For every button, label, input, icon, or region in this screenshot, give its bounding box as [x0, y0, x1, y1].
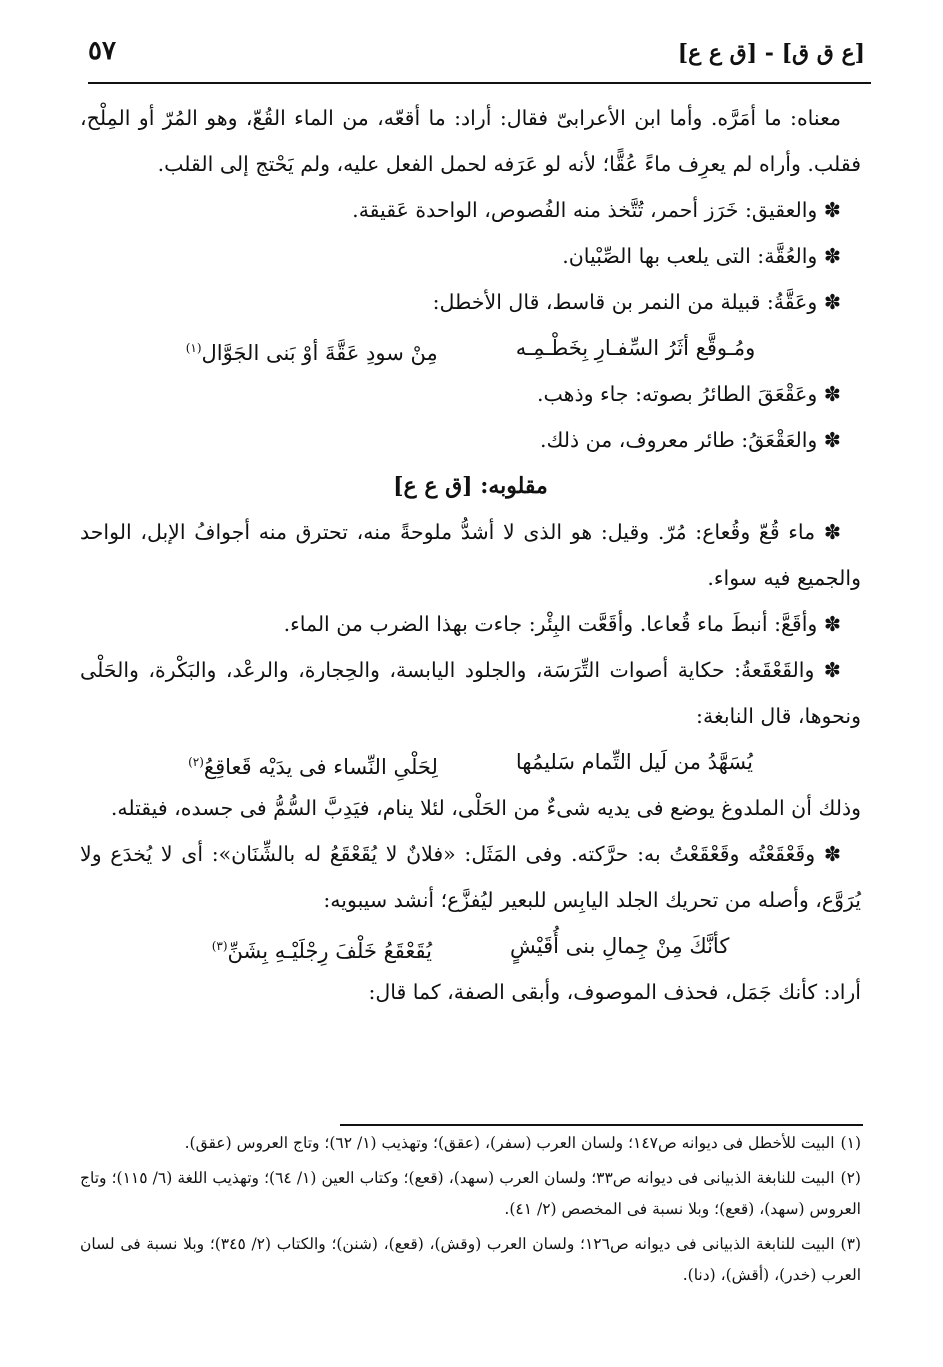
entry-qaqatuhu: ✽ وقَعْقَعْتُه وقَعْقَعْتُ به: حرَّكته. وفى المَثَل: «فلانٌ لا يُقَعْقَعُ له بالشِّنَان»: أى لا يُخدَع ولا يُرَوَّع، وأصله من تحريك الجلد اليابِس للبعير ليُفزَّع؛ أنشد سيبويه: — [80, 842, 861, 912]
verse-text: يُقَعْقَعُ خَلْفَ رِجْلَيْـهِ بِشَنِّ — [227, 939, 432, 963]
paragraph: أراد: كأنك جَمَل، فحذف الموصوف، وأبقى الصفة، كما قال: — [368, 980, 861, 1004]
verse-line — [80, 923, 861, 969]
footnote-number: (٣) — [840, 1235, 861, 1253]
entry-aqqa: ✽ وعَقَّةُ: قبيلة من النمر بن قاسط، قال الأخطل: — [432, 290, 841, 314]
paragraph: وذلك أن الملدوغ يوضع فى يديه شىءٌ من الحَلْى، لئلا ينام، فيَدِبَّ السُّمُّ فى جسده، فيقتله. — [110, 796, 861, 820]
main-text — [80, 95, 861, 1015]
verse-hemistich-second — [212, 923, 432, 969]
footnote — [80, 1163, 861, 1225]
verse-text: لِحَلْىِ النِّساء فى يدَيْه قَعاقِعُ — [203, 755, 438, 779]
page-header — [88, 34, 865, 78]
entry-aqiq: ✽ والعقيق: خَرَز أحمر، تُتَّخذ منه الفُصوص، الواحدة عَقيقة. — [352, 198, 841, 222]
footnote-text: البيت للنابغة الذبيانى فى ديوانه ص٣٣؛ ولسان العرب (سهد)، (قعع)؛ وكتاب العين (١/ ٦٤)؛ وتهذيب اللغة (٦/ ١١٥)؛ وتاج العروس (سهد)، (قعع)؛ وبلا نسبة فى المخصص (٢/ ٤١). — [80, 1169, 861, 1218]
footnote-divider — [340, 1124, 863, 1126]
footnote — [80, 1229, 861, 1291]
verse-hemistich-first: ومُـوقَّع أثَرُ السِّفـارِ بِخَطْـمِـه — [515, 336, 756, 360]
verse-line — [80, 739, 861, 785]
footnote-number: (٢) — [840, 1169, 861, 1187]
footnote-text: البيت للأخطل فى ديوانه ص١٤٧؛ ولسان العرب (سفر)، (عقق)؛ وتهذيب (١/ ٦٢)؛ وتاج العروس (عقق). — [184, 1134, 835, 1152]
footnote — [80, 1128, 861, 1159]
section-heading: مقلوبه: [ق ع ع] — [393, 473, 548, 499]
header-divider — [88, 82, 871, 84]
verse-hemistich-first: كأنَّكَ مِنْ جِمالِ بنى أُقَيْشٍ — [510, 934, 730, 958]
footnote-marker: (٢) — [188, 755, 204, 769]
footnote-marker: (١) — [185, 341, 202, 355]
page-number: ٥٧ — [88, 36, 116, 66]
verse-hemistich-second — [186, 325, 438, 371]
entry-qaqaa: ✽ والقَعْقَعةُ: حكاية أصوات التِّرَسَة، والجلود اليابسة، والحِجارة، والرعْد، والبَكْرة، والحَلْى ونحوها، قال النابغة: — [80, 658, 861, 728]
entry-aqaa: ✽ وأقَعَّ: أنبطَ ماء قُعاعا. وأقَعَّت البِئْر: جاءت بهذا الضرب من الماء. — [283, 612, 841, 636]
entry-aqaqa: ✽ وعَقْعَقَ الطائرُ بصوته: جاء وذهب. — [537, 382, 841, 406]
verse-hemistich-second — [188, 739, 438, 785]
verse-line — [80, 325, 861, 371]
paragraph: معناه: ما أمَرَّه. وأما ابن الأعرابىّ فقال: أراد: ما أقعّه، من الماء القُعّ، وهو المُرّ أو المِلْح، فقلب. وأراه لم يعرِف ماءً عُقًّا؛ لأنه لو عَرَفه لحمل الفعل عليه، ولم يَحْتج إلى القلب. — [80, 106, 861, 176]
header-title: [ع ق ق] - [ق ع ع] — [677, 40, 865, 66]
footnote-number: (١) — [840, 1134, 861, 1152]
verse-text: مِنْ سودِ عَقَّةَ أوْ بَنى الجَوَّال — [201, 341, 438, 365]
entry-qu: ✽ ماء قُعّ وقُعاع: مُرّ. وقيل: هو الذى لا أشدُّ ملوحةً منه، تحترق منه أجوافُ الإبل، الواحد والجميع فيه سواء. — [80, 520, 861, 590]
entry-uqqa: ✽ والعُقَّة: التى يلعب بها الصِّبْيان. — [562, 244, 841, 268]
footnote-text: البيت للنابغة الذبيانى فى ديوانه ص١٢٦؛ ولسان العرب (وقش)، (قعع)، (شنن)؛ والكتاب (٢/ ٣٤٥)؛ وبلا نسبة فى لسان العرب (خدر)، (أقش)، (دنا). — [80, 1235, 861, 1284]
entry-aqaq: ✽ والعَقْعَقُ: طائر معروف، من ذلك. — [539, 428, 841, 452]
footnote-marker: (٣) — [211, 939, 228, 953]
verse-hemistich-first: يُسَهَّدُ من لَيل التِّمام سَليمُها — [515, 750, 753, 774]
footnotes — [80, 1128, 861, 1295]
